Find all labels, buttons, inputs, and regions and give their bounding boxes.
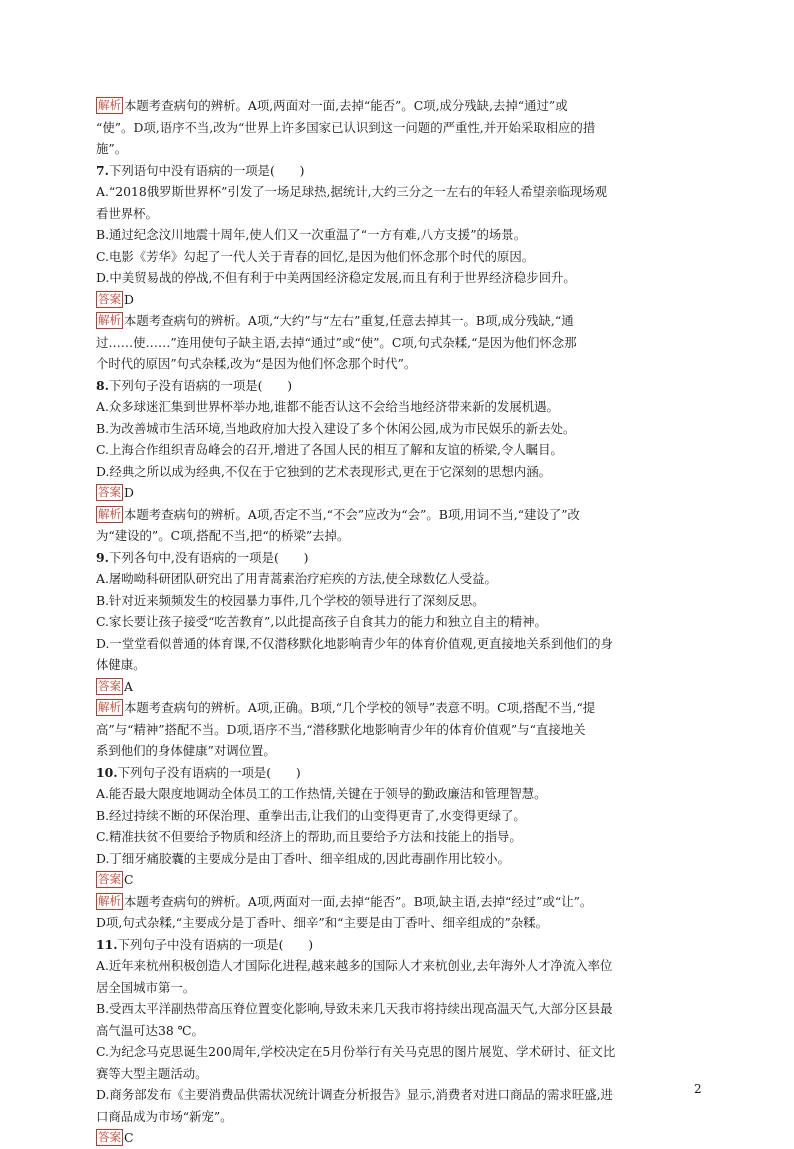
option-line: D.丁细牙痛胶囊的主要成分是由丁香叶、细辛组成的,因此毒副作用比较小。 [96, 850, 510, 866]
question-7 [96, 160, 698, 182]
analysis-line [96, 891, 698, 913]
option-line: D.一堂堂看似普通的体育课,不仅潜移默化地影响青少年的体育价值观,更直接地关系到他们的身 [96, 635, 613, 651]
question-9 [96, 547, 698, 569]
question-number: 9. [96, 549, 109, 565]
analysis-tag: 解析 [98, 893, 121, 908]
analysis-tag: 解析 [98, 313, 121, 327]
answer-line [96, 869, 698, 891]
analysis-tag: 解析 [98, 98, 121, 112]
option-line: 高气温可达38 ℃。 [96, 1022, 204, 1038]
text-line: 施”。 [96, 141, 128, 156]
text: 本题考查病句的辨析。A项,两面对一面,去掉“能否”。B项,缺主语,去掉“经过”或“让”。 [124, 893, 593, 909]
question-10 [96, 762, 698, 784]
answer-line [96, 676, 698, 698]
text-line: “使”。D项,语序不当,改为“世界上许多国家已认识到这一问题的严重性,并开始采取相应的措 [96, 119, 596, 135]
question-stem: 下列句子中没有语病的一项是( ) [117, 936, 314, 952]
answer-line [96, 289, 698, 311]
text: 本题考查病句的辨析。A项,否定不当,“不会”应改为“会”。B项,用词不当,“建设了”改 [124, 506, 580, 522]
option-line: C.为纪念马克思诞生200周年,学校决定在5月份举行有关马克思的图片展览、学术研讨、征文比 [96, 1044, 616, 1059]
answer-value: D [124, 291, 134, 307]
question-stem: 下列句子没有语病的一项是( ) [108, 377, 293, 393]
text-line: 过……使……”连用使句子缺主语,去掉“通过”或“使”。C项,句式杂糅,“是因为他们怀念那 [96, 334, 577, 350]
question-stem: 下列语句中没有语病的一项是( ) [108, 162, 305, 178]
answer-value: A [124, 678, 133, 694]
question-stem: 下列各句中,没有语病的一项是( ) [108, 549, 309, 565]
option-line: A.能否最大限度地调动全体员工的工作热情,关键在于领导的勤政廉洁和管理智慧。 [96, 786, 547, 801]
option-line: A.“2018俄罗斯世界杯”引发了一场足球热,据统计,大约三分之一左右的年轻人希望亲临现场观 [96, 184, 608, 199]
option-line: A.众多球迷汇集到世界杯举办地,谁都不能否认这不会给当地经济带来新的发展机遇。 [96, 399, 559, 414]
answer-line [96, 482, 698, 504]
option-line: 体健康。 [96, 657, 146, 672]
text-line: 为“建设的”。C项,搭配不当,把“的桥梁”去掉。 [96, 528, 350, 543]
option-line: 看世界杯。 [96, 205, 158, 221]
answer-value: D [124, 485, 134, 500]
text-line: D项,句式杂糅,“主要成分是丁香叶、细辛”和“主要是由丁香叶、细辛组成的”杂糅。 [96, 915, 549, 930]
option-line: 居全国城市第一。 [96, 979, 196, 995]
question-8 [96, 375, 698, 397]
page-content [96, 95, 698, 1149]
option-line: C.上海合作组织青岛峰会的召开,增进了各国人民的相互了解和友谊的桥梁,令人瞩目。 [96, 442, 563, 457]
question-number: 10. [96, 764, 118, 780]
option-line: A.近年来杭州积极创造人才国际化进程,越来越多的国际人才来杭创业,去年海外人才净流入率位 [96, 958, 613, 973]
analysis-line [96, 310, 698, 332]
option-line: B.通过纪念汶川地震十周年,使人们又一次重温了“一方有难,八方支援”的场景。 [96, 227, 527, 242]
text-line: 个时代的原因”句式杂糅,改为“是因为他们怀念那个时代”。 [96, 356, 417, 371]
option-line: B.为改善城市生活环境,当地政府加大投入建设了多个休闲公园,成为市民娱乐的新去处。 [96, 420, 576, 436]
answer-line [96, 1127, 698, 1149]
page-number: 2 [694, 1082, 702, 1096]
analysis-line [96, 95, 698, 117]
option-line: D.中美贸易战的停战,不但有利于中美两国经济稳定发展,而且有利于世界经济稳步回升。 [96, 270, 576, 285]
option-line: C.家长要让孩子接受“吃苦教育”,以此提高孩子自食其力的能力和独立自主的精神。 [96, 614, 547, 629]
option-line: A.屠呦呦科研团队研究出了用青蒿素治疗疟疾的方法,使全球数亿人受益。 [96, 571, 497, 586]
answer-value: C [124, 872, 134, 887]
text-line: 系到他们的身体健康”对调位置。 [96, 743, 276, 758]
analysis-line [96, 697, 698, 719]
question-number: 11. [96, 936, 118, 952]
analysis-tag: 解析 [98, 506, 121, 521]
text: 本题考查病句的辨析。A项,“大约”与“左右”重复,任意去掉其一。B项,成分残缺,“通 [124, 313, 574, 328]
answer-tag: 答案 [98, 485, 121, 499]
answer-tag: 答案 [98, 872, 121, 886]
analysis-line [96, 504, 698, 526]
question-11 [96, 934, 698, 956]
question-number: 8. [96, 377, 109, 393]
question-stem: 下列句子没有语病的一项是( ) [117, 764, 301, 780]
question-number: 7. [96, 162, 109, 178]
option-line: D.经典之所以成为经典,不仅在于它独到的艺术表现形式,更在于它深刻的思想内涵。 [96, 463, 551, 479]
text-line: 高”与“精神”搭配不当。D项,语序不当,“潜移默化地影响青少年的体育价值观”与“直接地关 [96, 721, 586, 737]
text: 本题考查病句的辨析。A项,正确。B项,“几个学校的领导”表意不明。C项,搭配不当,“提 [124, 700, 596, 715]
text: 本题考查病句的辨析。A项,两面对一面,去掉“能否”。C项,成分残缺,去掉“通过”或 [124, 98, 568, 113]
option-line: B.受西太平洋副热带高压脊位置变化影响,导致未来几天我市将持续出现高温天气,大部分区县最 [96, 1001, 613, 1016]
option-line: B.针对近来频频发生的校园暴力事件,几个学校的领导进行了深刻反思。 [96, 592, 485, 608]
option-line: 赛等大型主题活动。 [96, 1065, 208, 1081]
answer-value: C [124, 1130, 134, 1145]
answer-tag: 答案 [98, 291, 121, 306]
option-line: C.精准扶贫不但要给予物质和经济上的帮助,而且要给予方法和技能上的指导。 [96, 829, 522, 844]
analysis-tag: 解析 [98, 700, 121, 714]
answer-tag: 答案 [98, 1130, 121, 1144]
option-line: 口商品成为市场“新宠”。 [96, 1108, 233, 1124]
option-line: C.电影《芳华》勾起了一代人关于青春的回忆,是因为他们怀念那个时代的原因。 [96, 248, 535, 264]
option-line: D.商务部发布《主要消费品供需状况统计调查分析报告》显示,消费者对进口商品的需求旺盛,进 [96, 1087, 613, 1102]
answer-tag: 答案 [98, 678, 121, 693]
option-line: B.经过持续不断的环保治理、重拳出击,让我们的山变得更青了,水变得更绿了。 [96, 807, 526, 823]
